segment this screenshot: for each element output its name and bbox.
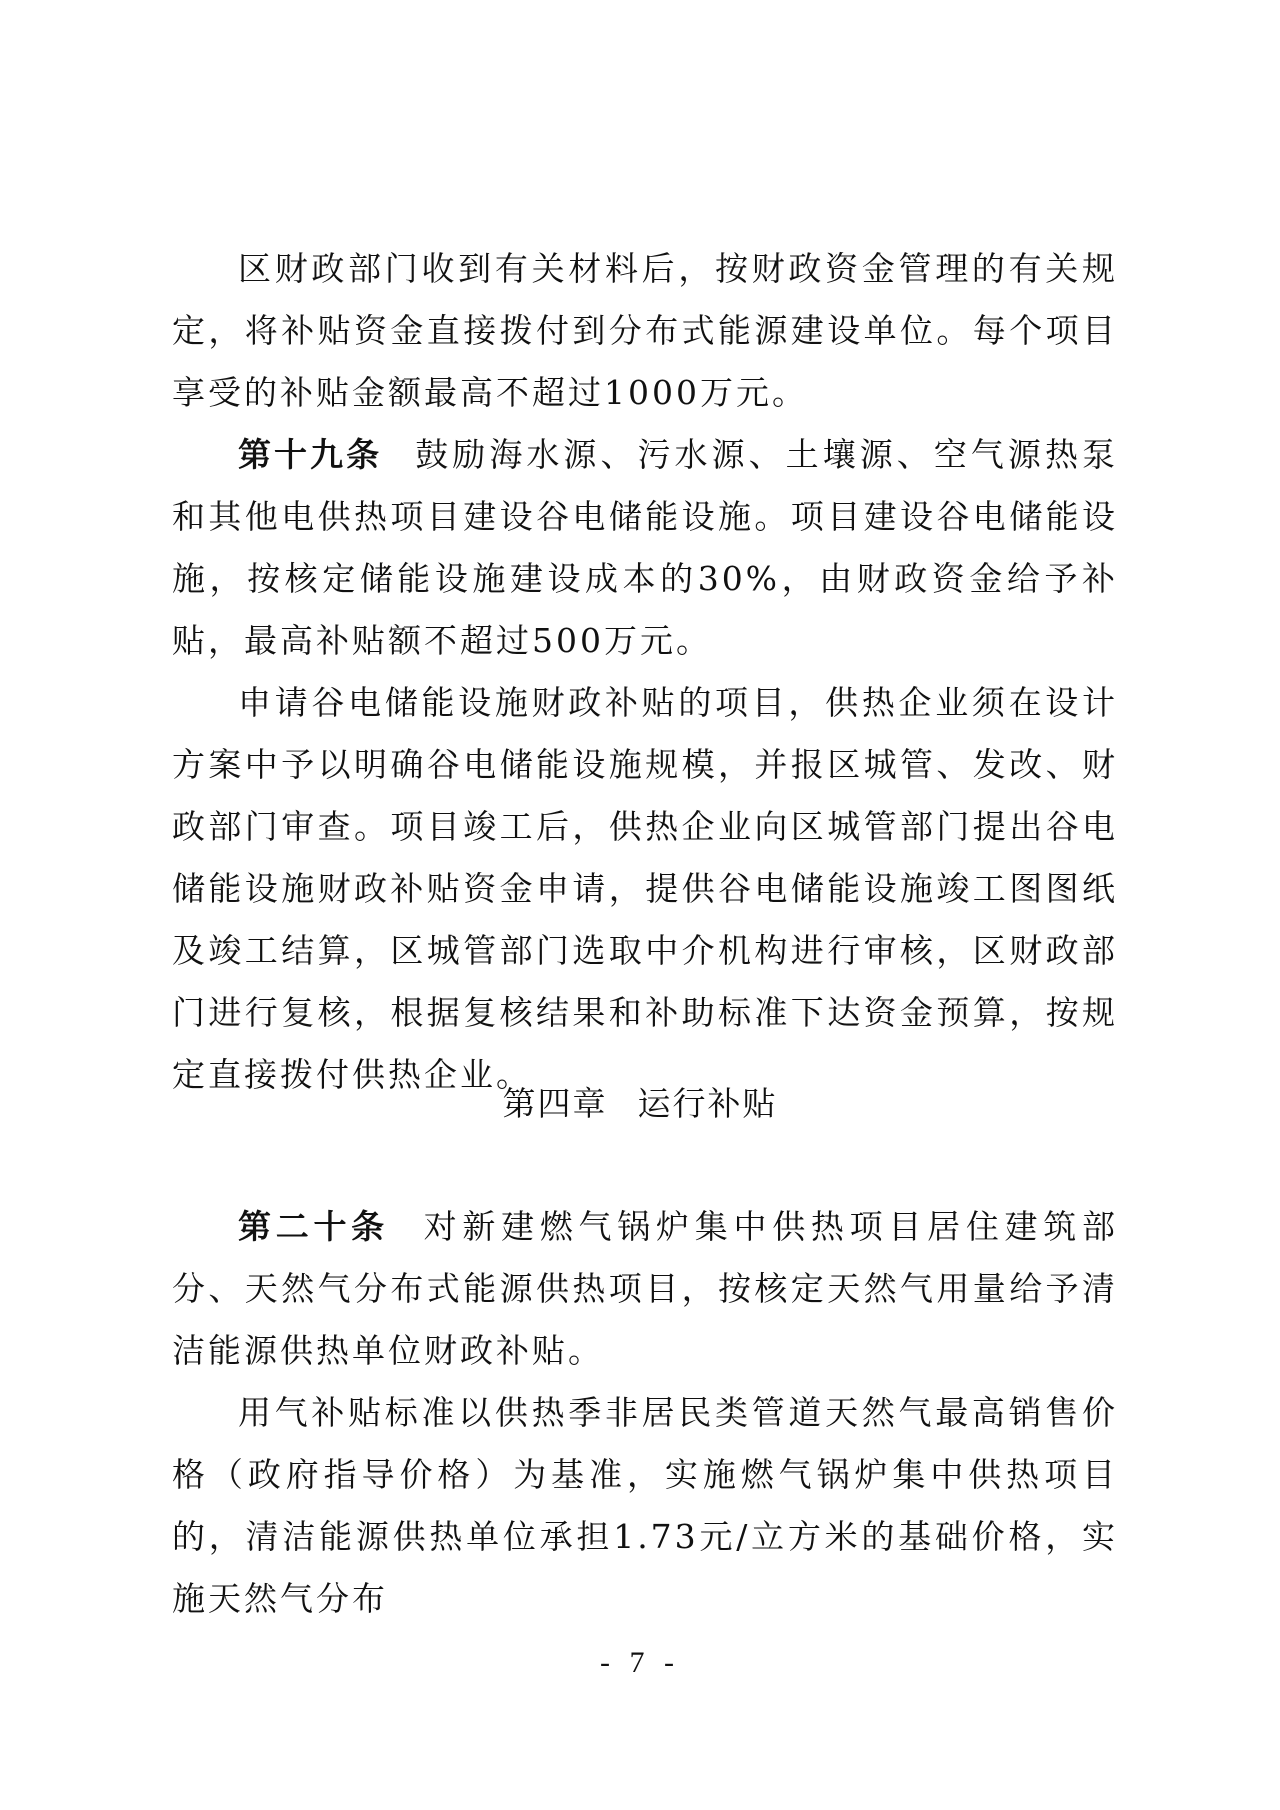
paragraph-text: 用气补贴标准以供热季非居民类管道天然气最高销售价格（政府指导价格）为基准，实施燃气锅炉集中供热项目的，清洁能源供热单位承担1.73元/立方米的基础价格，实施天然气分布 (172, 1393, 1118, 1618)
chapter-number: 第四章 (502, 1084, 608, 1123)
paragraph-gas-subsidy-standard (172, 1382, 1118, 1630)
article-label: 第十九条 (238, 435, 383, 474)
article-19 (172, 424, 1118, 672)
article-text: 鼓励海水源、污水源、土壤源、空气源热泵和其他电供热项目建设谷电储能设施。项目建设谷电储能设施，按核定储能设施建设成本的30%，由财政资金给予补贴，最高补贴额不超过500万元。 (172, 435, 1119, 660)
article-label: 第二十条 (238, 1207, 389, 1246)
article-20 (172, 1196, 1118, 1382)
article-text: 对新建燃气锅炉集中供热项目居住建筑部分、天然气分布式能源供热项目，按核定天然气用量给予清洁能源供热单位财政补贴。 (172, 1207, 1119, 1370)
paragraph-storage-subsidy-application (172, 672, 1118, 1106)
page-number: - 7 - (600, 1646, 680, 1679)
paragraph-payment-procedure (172, 238, 1118, 424)
chapter-heading (0, 1078, 1280, 1125)
paragraph-text: 申请谷电储能设施财政补贴的项目，供热企业须在设计方案中予以明确谷电储能设施规模，并报区城管、发改、财政部门审查。项目竣工后，供热企业向区城管部门提出谷电储能设施财政补贴资金申请，提供谷电储能设施竣工图图纸及竣工结算，区城管部门选取中介机构进行审核，区财政部门进行复核，根据复核结果和补助标准下达资金预算，按规定直接拨付供热企业。 (172, 683, 1118, 1094)
chapter-title: 运行补贴 (637, 1084, 778, 1123)
paragraph-text: 区财政部门收到有关材料后，按财政资金管理的有关规定，将补贴资金直接拨付到分布式能源建设单位。每个项目享受的补贴金额最高不超过1000万元。 (172, 249, 1118, 412)
